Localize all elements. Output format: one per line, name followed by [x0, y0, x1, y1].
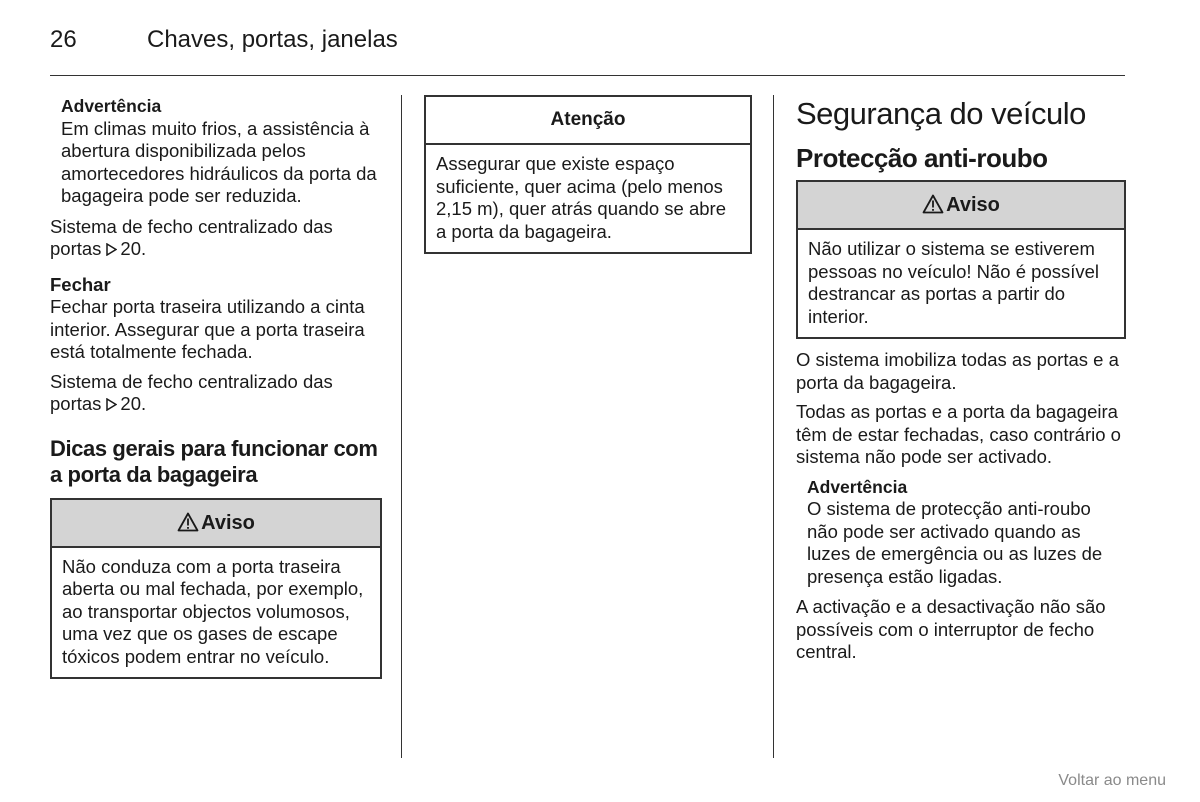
note-cold-climate [50, 95, 382, 208]
fechar-text: Fechar porta traseira utilizando a cinta interior. Assegurar que a porta traseira está totalmente fechada. [50, 296, 365, 362]
reference-page-link[interactable]: 20. [120, 238, 147, 259]
column-middle [424, 95, 752, 264]
header-divider [50, 75, 1125, 76]
warning-header [52, 500, 380, 548]
warning-box [796, 180, 1126, 339]
cross-reference [50, 371, 382, 417]
note-anti-theft [796, 476, 1126, 589]
attention-box [424, 95, 752, 254]
warning-header [798, 182, 1124, 230]
paragraph: Todas as portas e a porta da bagageira têm de estar fechadas, caso contrário o sistema não pode ser activado. [796, 401, 1121, 467]
column-left [50, 95, 382, 689]
reference-arrow-icon [106, 394, 117, 417]
warning-triangle-icon [922, 185, 944, 231]
warning-box [50, 498, 382, 680]
paragraph: A activação e a desactivação não são possíveis com o interruptor de fecho central. [796, 596, 1106, 662]
section-heading-tailgate: Dicas gerais para funcionar com a porta da bagageira [50, 435, 378, 487]
cross-reference [50, 216, 382, 262]
note-text: Em climas muito frios, a assistência à abertura disponibilizada pelos amortecedores hidráulicos da porta da bagageira pode ser reduzida. [61, 117, 377, 206]
note-title: Advertência [807, 476, 908, 497]
reference-text: Sistema de fecho centralizado das portas [50, 215, 333, 259]
page-number: 26 [50, 26, 77, 53]
warning-text: Não conduza com a porta traseira aberta ou mal fechada, por exemplo, ao transportar objectos volumosos, uma vez que os gases de escape tóxicos podem entrar no veículo. [62, 555, 364, 667]
reference-arrow-icon [106, 239, 117, 262]
note-title: Advertência [61, 96, 162, 116]
subsection-title-anti-theft: Protecção anti-roubo [796, 143, 1048, 173]
column-divider-right [773, 95, 774, 758]
chapter-title: Chaves, portas, janelas [147, 26, 398, 53]
warning-text: Não utilizar o sistema se estiverem pessoas no veículo! Não é possível destrancar as portas a partir do interior. [808, 238, 1100, 327]
paragraph: O sistema imobiliza todas as portas e a porta da bagageira. [796, 349, 1119, 393]
warning-title: Aviso [201, 511, 255, 534]
section-title-fechar: Fechar [50, 273, 111, 295]
column-divider-left [401, 95, 402, 758]
back-to-menu-link[interactable]: Voltar ao menu [1058, 772, 1166, 789]
attention-header: Atenção [426, 97, 750, 145]
reference-text: Sistema de fecho centralizado das portas [50, 370, 333, 414]
column-right [796, 95, 1126, 671]
section-title-vehicle-security: Segurança do veículo [796, 96, 1086, 131]
warning-title: Aviso [946, 194, 1000, 216]
reference-page-link[interactable]: 20. [120, 393, 147, 414]
warning-triangle-icon [177, 503, 199, 549]
note-text: O sistema de protecção anti-roubo não pode ser activado quando as luzes de emergência ou as luzes de presença estão ligadas. [807, 498, 1103, 587]
attention-text: Assegurar que existe espaço suficiente, quer acima (pelo menos 2,15 m), quer atrás quando se abre a porta da bagageira. [436, 153, 727, 242]
